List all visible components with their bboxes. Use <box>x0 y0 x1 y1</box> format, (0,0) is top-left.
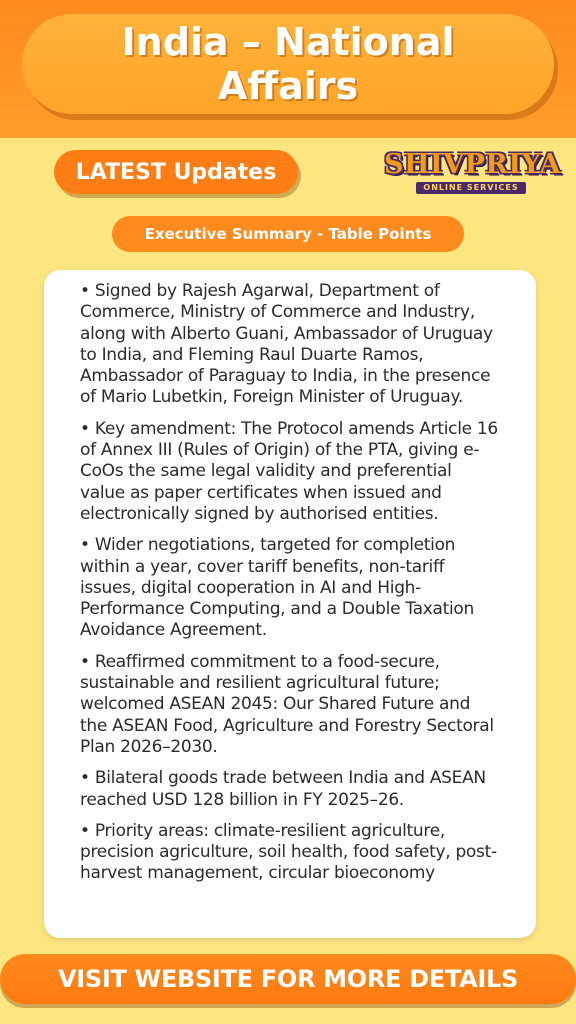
latest-updates-button[interactable]: LATEST Updates <box>54 150 298 194</box>
header-band <box>0 0 576 138</box>
list-item: • Signed by Rajesh Agarwal, Department of Commerce, Ministry of Commerce and Industry, along with Alberto Guani, Ambassador of Uruguay to India, and Fleming Raul Duarte Ramos, Ambassador of Paraguay to India, in the presence of Mario Lubetkin, Foreign Minister of Uruguay. <box>80 281 493 408</box>
list-item: • Bilateral goods trade between India and ASEAN reached USD 128 billion in FY 2025–26. <box>80 768 486 810</box>
title-banner <box>22 14 554 114</box>
list-item: • Priority areas: climate-resilient agriculture, precision agriculture, soil health, food safety, post-harvest management, circular bioeconomy <box>80 820 497 884</box>
list-item: • Reaffirmed commitment to a food-secure, sustainable and resilient agricultural future; welcomed ASEAN 2045: Our Shared Future and the ASEAN Food, Agriculture and Forestry Sectoral Plan 2026–2030. <box>80 651 494 757</box>
summary-list <box>80 281 500 895</box>
logo-wordmark: SHIVPRIYA <box>384 149 561 180</box>
visit-website-button[interactable]: VISIT WEBSITE FOR MORE DETAILS <box>0 954 576 1004</box>
section-label: Executive Summary - Table Points <box>112 216 464 252</box>
page-title: India – National Affairs <box>121 20 455 108</box>
brand-logo <box>384 149 561 198</box>
list-item: • Key amendment: The Protocol amends Article 16 of Annex III (Rules of Origin) of the PTA, giving e-CoOs the same legal validity and preferential value as paper certificates when issued and electronically signed by authorised entities. <box>80 418 498 524</box>
list-item: • Wider negotiations, targeted for completion within a year, cover tariff benefits, non-tariff issues, digital cooperation in AI and High-Performance Computing, and a Double Taxation Avoidance Agreement. <box>80 535 474 641</box>
logo-tagline: ONLINE SERVICES <box>416 182 526 194</box>
